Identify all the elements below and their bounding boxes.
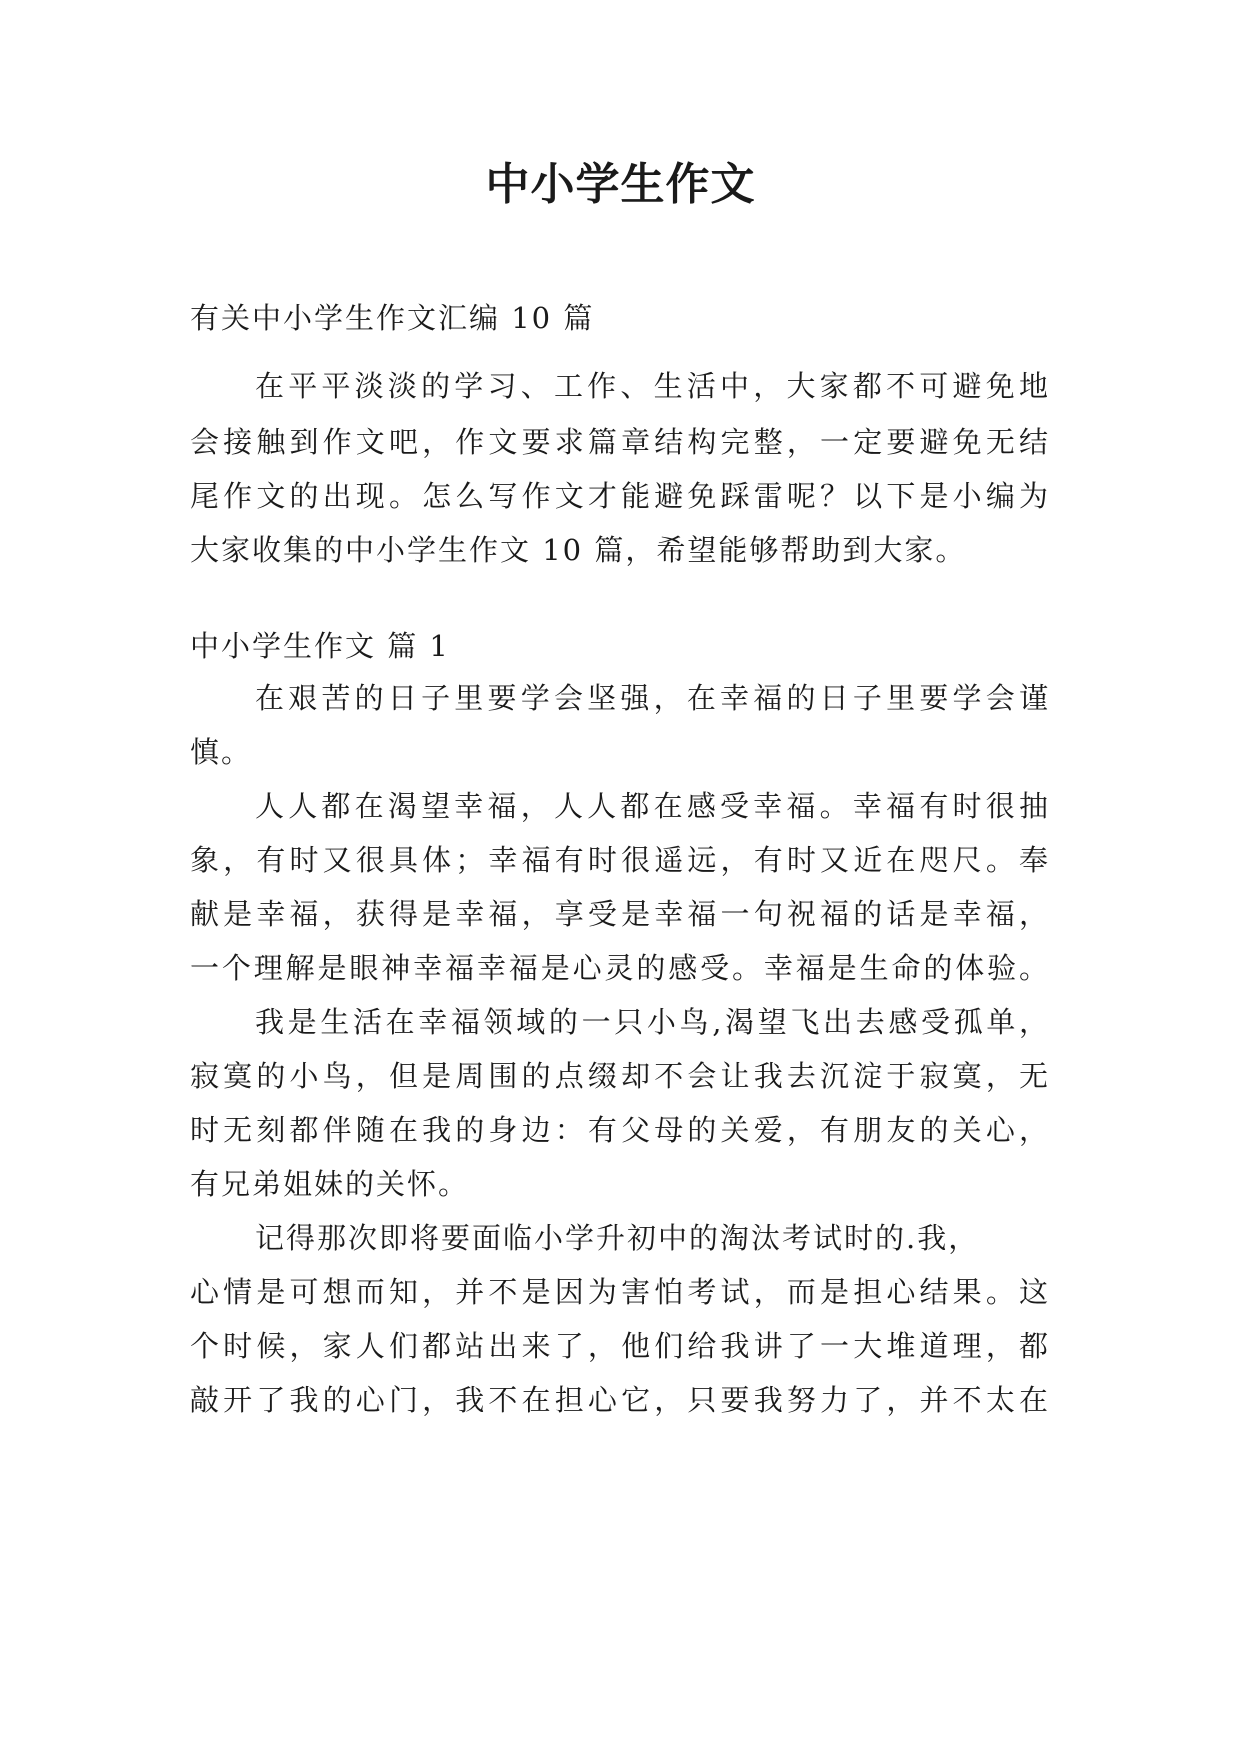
body-line: 寂寞的小鸟，但是周围的点缀却不会让我去沉淀于寂寞，无	[190, 1059, 1050, 1093]
body-line: 慎。	[190, 735, 253, 769]
body-line: 献是幸福，获得是幸福，享受是幸福一句祝福的话是幸福，	[190, 897, 1050, 931]
body-line: 我是生活在幸福领域的一只小鸟,渴望飞出去感受孤单，	[255, 1005, 1050, 1039]
body-line: 个时候，家人们都站出来了，他们给我讲了一大堆道理，都	[190, 1329, 1050, 1363]
body-line: 记得那次即将要面临小学升初中的淘汰考试时的.我，	[255, 1221, 980, 1255]
document-title: 中小学生作文	[485, 159, 756, 210]
body-line: 一个理解是眼神幸福幸福是心灵的感受。幸福是生命的体验。	[190, 951, 1050, 985]
intro-line: 在平平淡淡的学习、工作、生活中，大家都不可避免地	[255, 369, 1050, 403]
body-line: 时无刻都伴随在我的身边：有父母的关爱，有朋友的关心，	[190, 1113, 1050, 1147]
body-line: 有兄弟姐妹的关怀。	[190, 1167, 470, 1201]
body-line: 心情是可想而知，并不是因为害怕考试，而是担心结果。这	[190, 1275, 1050, 1309]
body-line: 敲开了我的心门，我不在担心它，只要我努力了，并不太在	[190, 1383, 1050, 1417]
intro-line: 大家收集的中小学生作文 10 篇，希望能够帮助到大家。	[190, 533, 967, 567]
body-line: 人人都在渴望幸福，人人都在感受幸福。幸福有时很抽	[255, 789, 1050, 823]
body-line: 在艰苦的日子里要学会坚强，在幸福的日子里要学会谨	[255, 681, 1050, 715]
body-line: 象，有时又很具体；幸福有时很遥远，有时又近在咫尺。奉	[190, 843, 1050, 877]
intro-line: 会接触到作文吧，作文要求篇章结构完整，一定要避免无结	[190, 425, 1050, 459]
intro-line: 尾作文的出现。怎么写作文才能避免踩雷呢？以下是小编为	[190, 479, 1050, 513]
document-subtitle: 有关中小学生作文汇编 10 篇	[190, 301, 595, 335]
section-heading: 中小学生作文 篇 1	[190, 629, 450, 663]
